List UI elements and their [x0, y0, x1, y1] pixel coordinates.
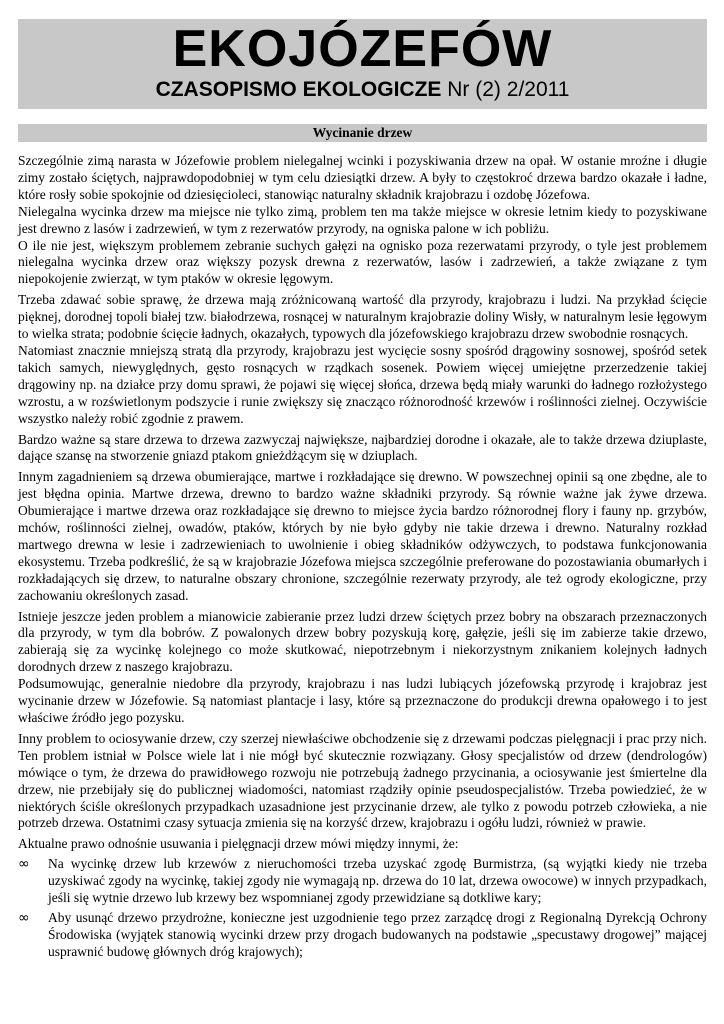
paragraph: Aktualne prawo odnośnie usuwania i pielęgnacji drzew mówi między innymi, że: [18, 836, 459, 852]
paragraph: Nielegalna wycinka drzew ma miejsce nie tylko zimą, problem ten ma także miejsce w okresie letnim kiedy to pozyskiwane jest drewno z lasów i zadrzewień, w tym z rezerwatów przyrody, na ogniska palone w ich pobliżu. [18, 203, 707, 236]
issue-number: Nr (2) 2/2011 [447, 78, 570, 101]
regulation-list [18, 856, 707, 960]
masthead [18, 19, 707, 109]
publication-subtitle-line [18, 77, 707, 103]
paragraph: Bardzo ważne są stare drzewa to drzewa zazwyczaj największe, najbardziej dorodne i okazałe, ale to także drzewa dziuplaste, dające szansę na stworzenie gniazd ptakom gnieżdżącym się w dziuplach. [18, 431, 707, 464]
paragraph: Trzeba zdawać sobie sprawę, że drzewa mają zróżnicowaną wartość dla przyrody, krajobrazu i ludzi. Na przykład ścięcie pięknej, dorodnej topoli białej tzw. białodrzewa, rosnącej w naturalnym krajobrazie doliny Wisły, w naturalnym lesie łęgowym to wielka strata; podobnie ścięcie ładnych, okazałych, typowych dla józefowskiego krajobrazu drzew swobodnie rosnących. [18, 292, 707, 342]
infinity-bullet-icon: ∞ [18, 909, 30, 926]
list-item [18, 856, 707, 907]
list-item [18, 910, 707, 961]
paragraph: Natomiast znacznie mniejszą stratą dla przyrody, krajobrazu jest wycięcie sosny spośród drągowiny sosnowej, spośród setek takich samych, niewyględnych, gęsto rosnących w rządkach sosenek. Powiem więcej umiejętne przerzedzenie takiej drągowiny np. na działce przy domu sprawi, że pojawi się więcej słońca, drzewa będą miały warunki do ładnego rozłożystego wzrostu, a w rozświetlonym podszycie i runie zwiększy się znacząco różnorodność krzewów i roślinności zielnej. Oczywiście wszystko należy robić zgodnie z prawem. [18, 342, 707, 426]
article-body [18, 153, 707, 964]
infinity-bullet-icon: ∞ [18, 856, 30, 873]
list-item-text: Na wycinkę drzew lub krzewów z nieruchomości trzeba uzyskać zgodę Burmistrza, (są wyjątki kiedy nie trzeba uzyskiwać zgody na wycinkę, takiej zgody nie wymagają np. drzewa do 10 lat, drzewa owocowe) w innych przypadkach, jeśli się wytnie drzewo lub krzewy bez wspomnianej zgody przewidziane są dotkliwe kary; [48, 856, 707, 906]
publication-title: EKOJÓZEFÓW [172, 20, 553, 78]
paragraph: Istnieje jeszcze jeden problem a mianowicie zabieranie przez ludzi drzew ściętych przez bobry na obszarach przeznaczonych dla przyrody, w tym dla bobrów. Z powalonych drzew bobry pozyskują korę, gałęzie, jeśli się im zabierze takie drzewo, zabierają się za wycinkę kolejnego co może skutkować, niepotrzebnym i niekorzystnym znikaniem kolejnych ładnych dorodnych drzew z naszego krajobrazu. [18, 608, 707, 675]
paragraph: O ile nie jest, większym problemem zebranie suchych gałęzi na ognisko poza rezerwatami przyrody, o tyle jest problemem nielegalna wycinka drzew oraz większy pozysk drewna z rezerwatów, lasów i zadrzewień, a także związane z tym niepokojenie zwierząt, w tym ptaków w okresie lęgowym. [18, 237, 707, 287]
article-title: Wycinanie drzew [312, 125, 413, 140]
publication-subtitle: CZASOPISMO EKOLOGICZE [155, 78, 442, 101]
paragraph: Inny problem to ociosywanie drzew, czy szerzej niewłaściwe obchodzenie się z drzewami podczas pielęgnacji i prac przy nich. Ten problem istniał w Polsce wiele lat i nie mógł być skutecznie rozwiązany. Głosy specjalistów od drzew (dendrologów) mówiące o tym, że drzewa do prawidłowego rozwoju nie potrzebują żadnego przycinania, a ociosywanie jest śmiertelne dla drzew, nie przebijały się do publicznej wiadomości, natomiast rządziły opinie pseudospecjalistów. Trzeba powiedzieć, że w niektórych ściśle określonych przypadkach uzasadnione jest przycinanie drzew, ale tylko z powodu potrzeb człowieka, a nie potrzeb drzewa. Ostatnimi czasy sytuacja zmienia się na korzyść drzew, krajobrazu i ogółu ludzi, również w prawie. [18, 730, 707, 831]
paragraph: Szczególnie zimą narasta w Józefowie problem nielegalnej wcinki i pozyskiwania drzew na opał. W ostanie mroźne i długie zimy zostało ściętych, najprawdopodobniej w tym celu dziesiątki drzew. A były to częstokroć drzewa bardzo okazałe i ładne, które rosły sobie spokojnie od dziesięcioleci, stanowiąc naturalny składnik krajobrazu i ozdobę Józefowa. [18, 153, 707, 202]
paragraph: Innym zagadnieniem są drzewa obumierające, martwe i rozkładające się drewno. W powszechnej opinii są one zbędne, ale to jest błędna opinia. Martwe drzewa, drewno to bardzo ważne składniki przyrody. Są równie ważne jak żywe drzewa. Obumierające i martwe drzewa oraz rozkładające się drewno to miejsce życia bardzo różnorodnej flory i fauny np. grzybów, mchów, roślinności zielnej, owadów, ptaków, których by nie było gdyby nie takie drzewa i drewno. Naturalny rozkład martwego drewna w lesie i zadrzewieniach to uwolnienie i obieg składników odżywczych, to podstawa funkcjonowania ekosystemu. Trzeba podkreślić, że są w krajobrazie Józefowa miejsca szczególnie preferowane do pozostawiania obumarłych i rozkładających się drzew, to naturalne obszary chronione, szczególnie rezerwaty przyrody, ale też ogrody ekologiczne, przy zachowaniu określonych zasad. [18, 469, 707, 603]
article-title-bar [18, 124, 707, 142]
list-item-text: Aby usunąć drzewo przydrożne, konieczne jest uzgodnienie tego przez zarządcę drogi z Regionalną Dyrekcją Ochrony Środowiska (wyjątek stanowią wycinki drzew przy drogach budowanych na podstawie „specustawy drogowej” mającej usprawnić budowę głównych dróg krajowych); [48, 909, 707, 959]
paragraph: Podsumowując, generalnie niedobre dla przyrody, krajobrazu i nas ludzi lubiących józefowską przyrodę i krajobraz jest wycinanie drzew w Józefowie. Są natomiast plantacje i lasy, które są przeznaczone do produkcji drewna opałowego i to jest właściwe źródło jego pozysku. [18, 676, 707, 725]
